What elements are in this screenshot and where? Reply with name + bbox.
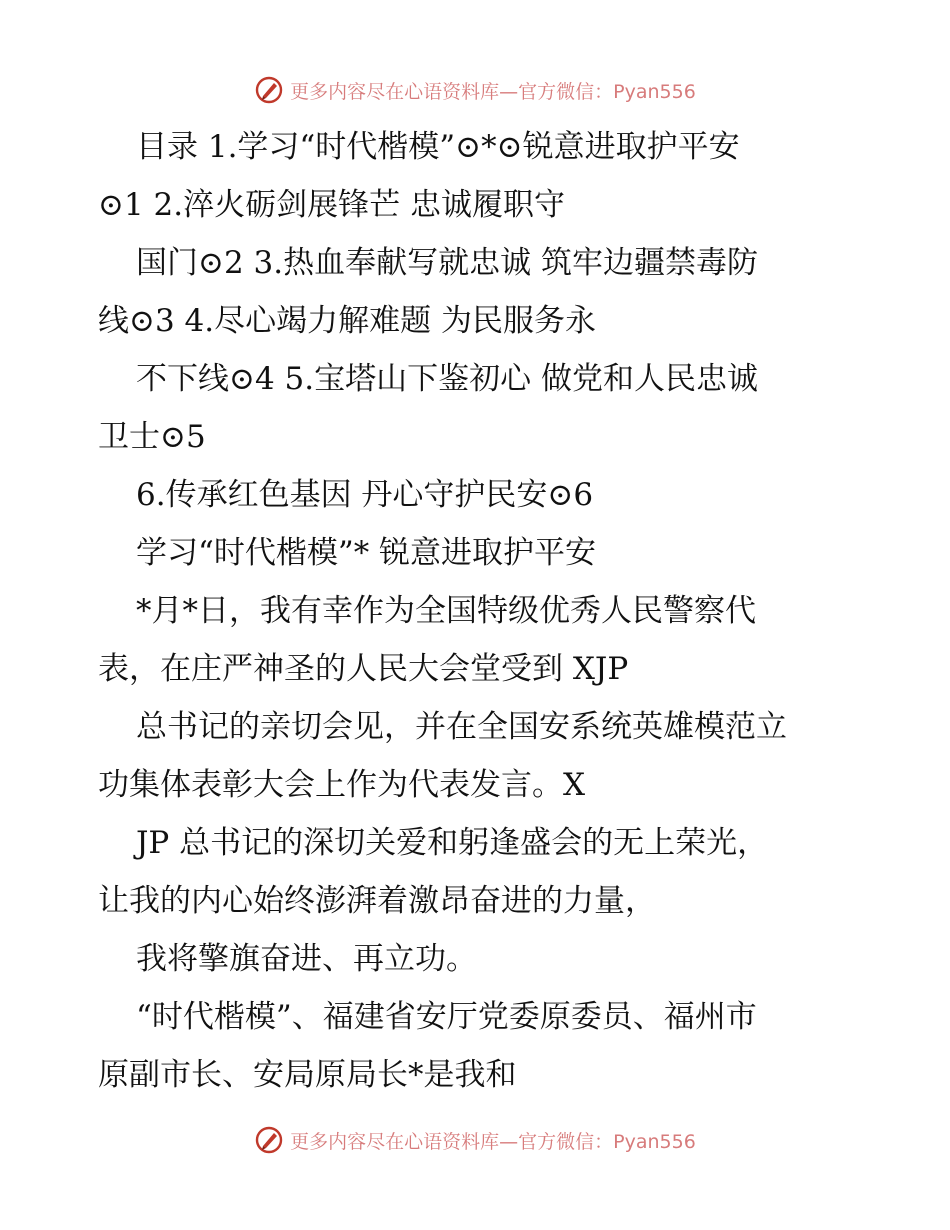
text-line: 目录 1.学习“时代楷模”⊙*⊙锐意进取护平安 (136, 129, 740, 165)
section-heading: 学习“时代楷模”* 锐意进取护平安 (136, 535, 597, 571)
pen-logo-icon (254, 75, 284, 105)
text-line: 我将擎旗奋进、再立功。 (136, 941, 477, 977)
text-line: 6.传承红色基因 丹心守护民安⊙6 (136, 477, 594, 513)
document-body (98, 118, 858, 1104)
footer-watermark (0, 1120, 950, 1160)
text-line: 功集体表彰大会上作为代表发言。X (98, 767, 586, 803)
text-line: 不下线⊙4 5.宝塔山下鉴初心 做党和人民忠诚 (136, 361, 758, 397)
text-line: “时代楷模”、福建省安厅党委原委员、福州市 (136, 999, 757, 1035)
text-line: JP 总书记的深切关爱和躬逢盛会的无上荣光， (136, 825, 769, 861)
watermark-text: 更多内容尽在心语资料库—官方微信：Pyan556 (290, 1130, 696, 1153)
text-line: 卫士⊙5 (98, 419, 206, 455)
text-line: 表，在庄严神圣的人民大会堂受到 XJP (98, 651, 629, 687)
pen-logo-icon (254, 1125, 284, 1155)
header-watermark (0, 70, 950, 110)
text-line: 原副市长、安局原局长*是我和 (98, 1057, 517, 1093)
text-line: 让我的内心始终澎湃着激昂奋进的力量， (98, 883, 656, 919)
text-line: ⊙1 2.淬火砺剑展锋芒 忠诚履职守 (98, 187, 565, 223)
text-line: 国门⊙2 3.热血奉献写就忠诚 筑牢边疆禁毒防 (136, 245, 758, 281)
text-line: *月*日，我有幸作为全国特级优秀人民警察代 (136, 593, 756, 629)
watermark-text: 更多内容尽在心语资料库—官方微信：Pyan556 (290, 80, 696, 103)
text-line: 总书记的亲切会见，并在全国安系统英雄模范立 (136, 709, 787, 745)
text-line: 线⊙3 4.尽心竭力解难题 为民服务永 (98, 303, 596, 339)
